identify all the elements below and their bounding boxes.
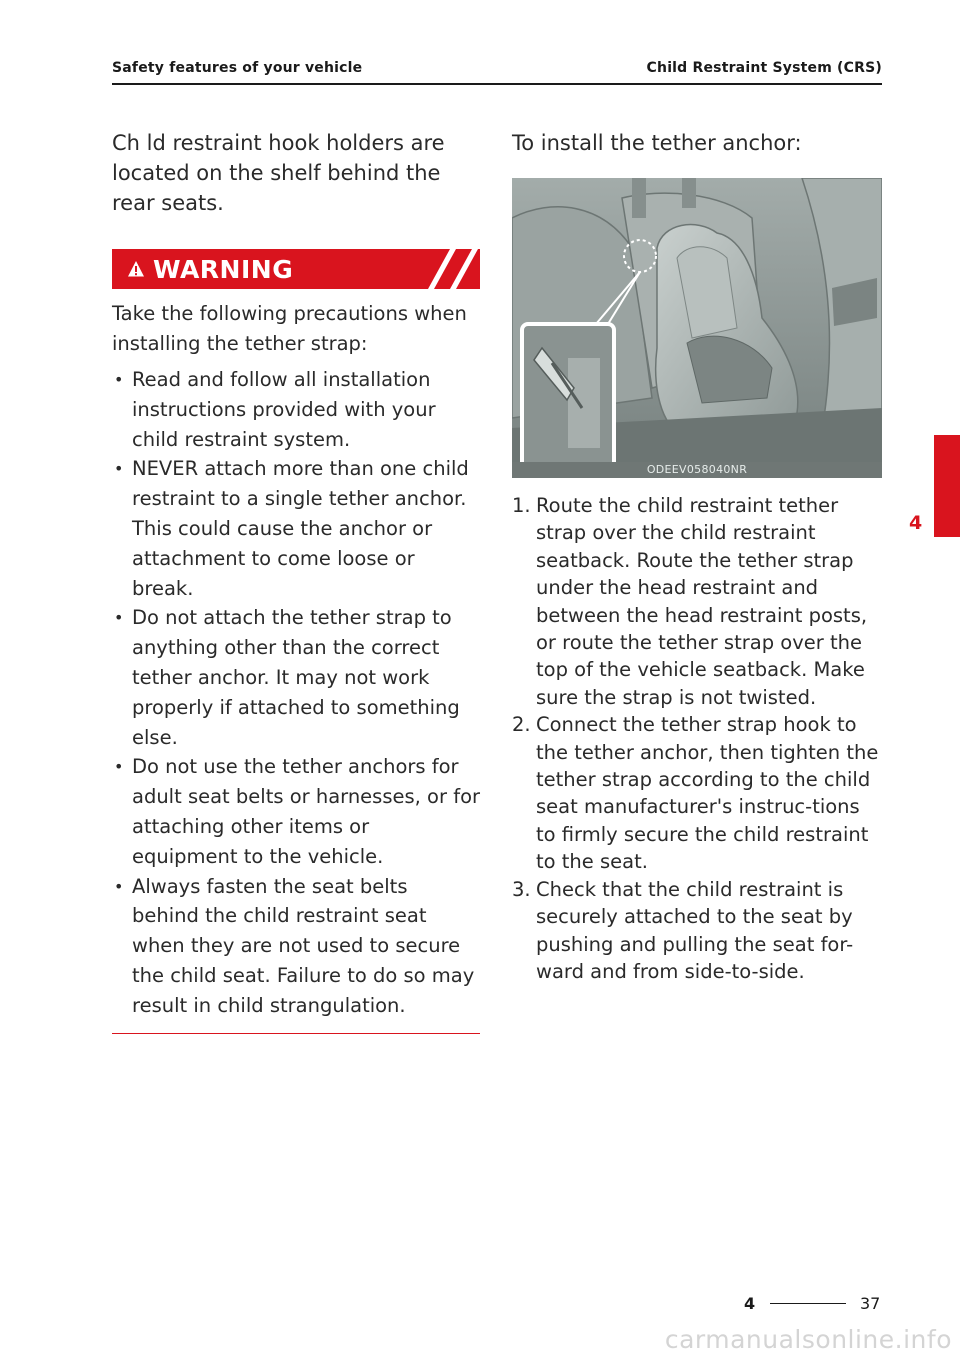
step-text: Route the child restraint tether strap over the child restraint seatback. Route the tether strap under the head restraint and between the head restraint posts, or route the tether strap over the top of the vehicle seatback. Make sure the strap is not twisted. [536,494,868,709]
header-section-title: Safety features of your vehicle [112,60,363,76]
warning-item: • Always fasten the seat belts behind the child restraint seat when they are not used to secure the child seat. Failure to do so may result in child strangulation. [112,872,480,1021]
step-text: Check that the child restraint is securely attached to the seat by pushing and pulling the seat for-ward and from side-to-side. [536,877,854,983]
step-number: 2. [512,713,531,737]
warning-item: • Do not use the tether anchors for adult seat belts or harnesses, or for attaching other items or equipment to the vehicle. [112,752,480,871]
header-divider [112,83,882,85]
install-heading: To install the tether anchor: [512,131,802,155]
header-chapter-title: Child Restraint System (CRS) [646,60,882,76]
warning-item: • Read and follow all installation instructions provided with your child restraint system. [112,365,480,454]
warning-banner [112,249,480,289]
warning-item: • NEVER attach more than one child restraint to a single tether anchor. This could cause the anchor or attachment to come loose or break. [112,454,480,603]
child-seat-illustration [512,178,882,478]
footer-chapter-number: 4 [744,1294,756,1313]
warning-triangle-icon [127,260,145,278]
step-number: 3. [512,877,531,901]
warning-list [112,365,480,1021]
chapter-side-tab [934,435,960,537]
install-step [512,492,882,711]
install-steps [512,492,882,985]
figure-caption: ODEEV058040NR [512,462,882,478]
footer-divider [770,1303,846,1304]
chapter-side-number: 4 [909,512,923,534]
install-step [512,876,882,986]
footer-page-number: 37 [860,1294,881,1313]
step-text: Connect the tether strap hook to the tether anchor, then tighten the tether strap according to the child seat manufacturer's instruc-tions to firmly secure the child restraint to the seat. [536,713,879,874]
warning-end-rule [112,1033,480,1035]
child-seat-drawing [512,178,882,478]
warning-label: WARNING [153,254,294,284]
step-number: 1. [512,494,531,517]
warning-stripes-decoration [420,249,480,289]
right-column [512,128,882,985]
install-step [512,711,882,875]
warning-item: • Do not attach the tether strap to anything other than the correct tether anchor. It may not work properly if attached to something else. [112,603,480,752]
intro-paragraph: Ch ld restraint hook holders are located on the shelf behind the rear seats. [112,131,445,215]
warning-intro: Take the following precautions when installing the tether strap: [112,302,467,355]
watermark: carmanualsonline.info [664,1325,952,1354]
left-column [112,128,480,1034]
